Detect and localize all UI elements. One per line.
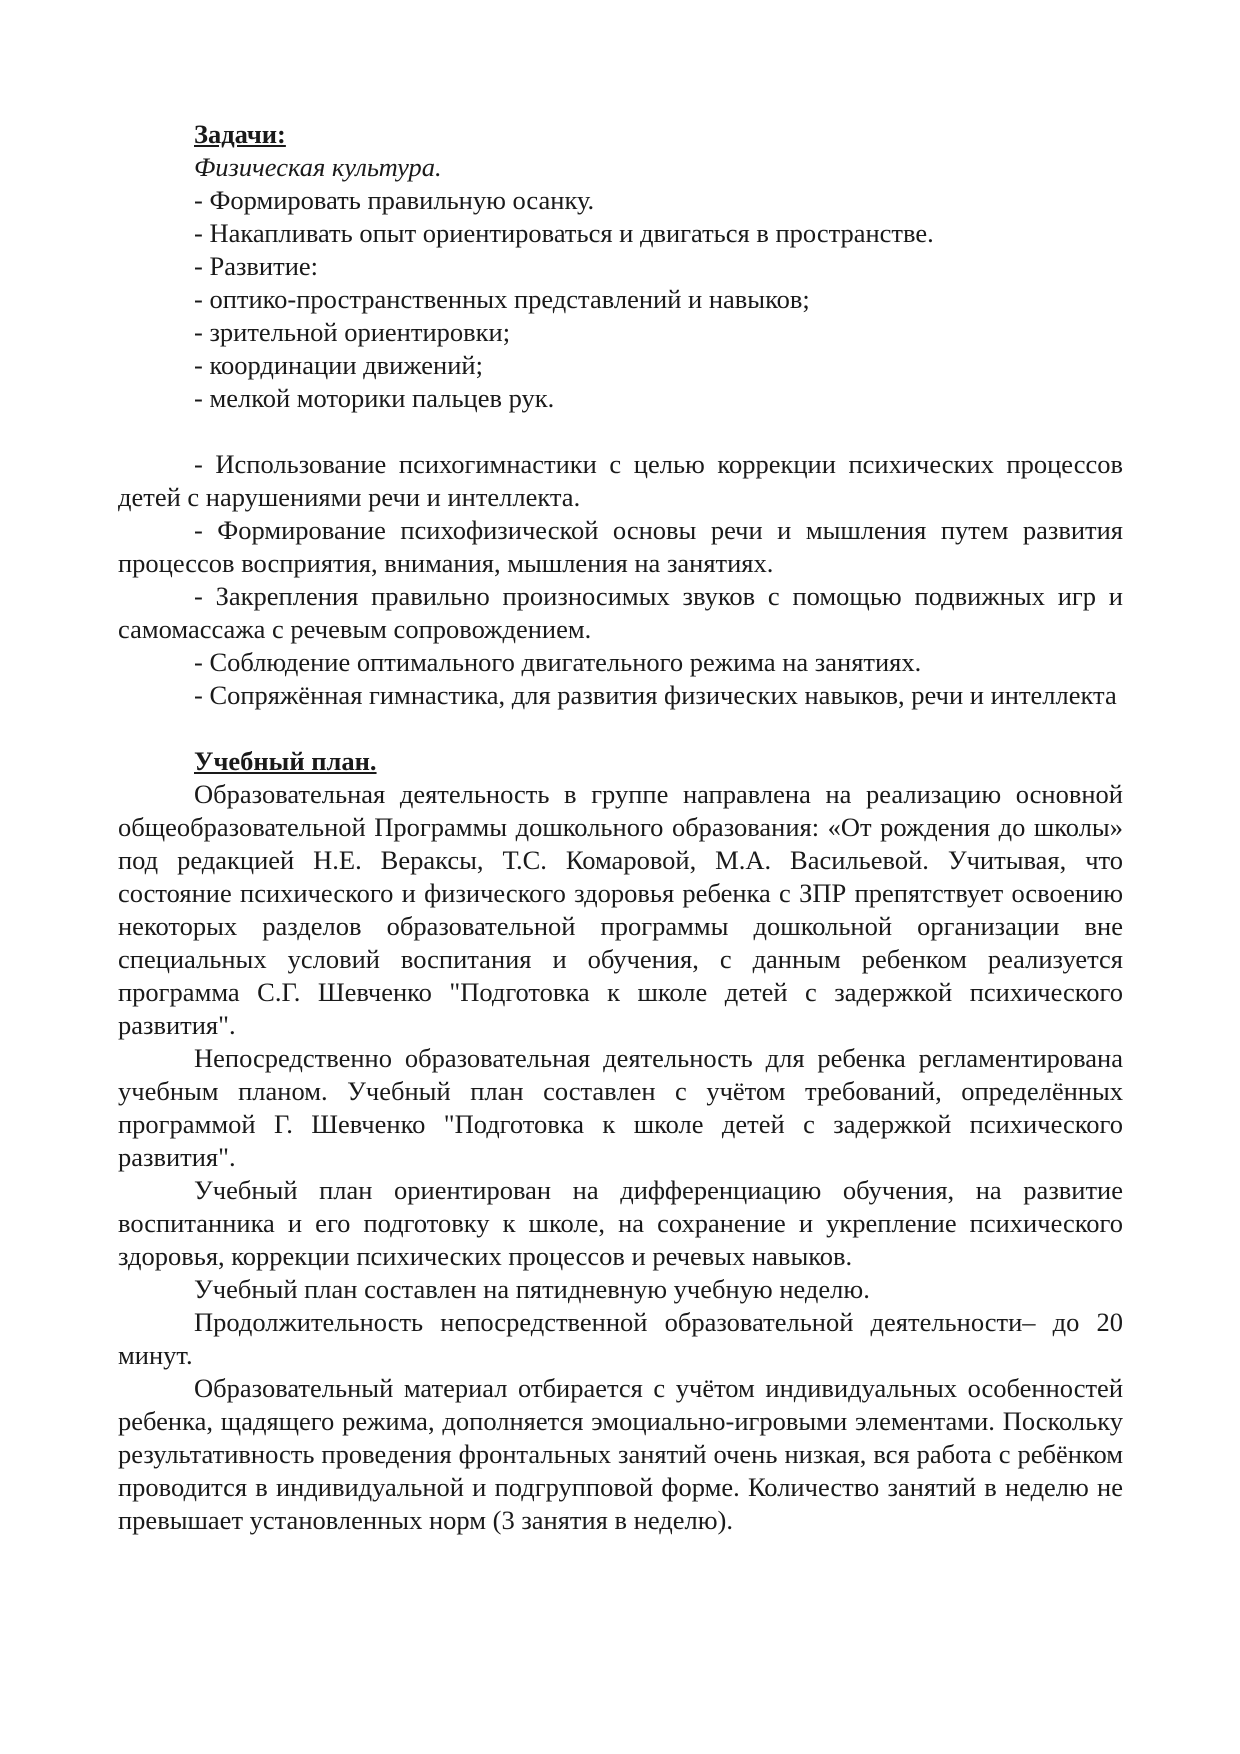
task-list-item: - координации движений; — [194, 350, 483, 380]
blank-line — [118, 415, 1123, 448]
task-list-item: - зрительной ориентировки; — [194, 317, 511, 347]
task-paragraph: - Сопряжённая гимнастика, для развития физических навыков, речи и интеллекта — [194, 680, 1117, 710]
study-plan-heading: Учебный план. — [194, 746, 377, 776]
task-list-item: - мелкой моторики пальцев рук. — [194, 383, 555, 413]
task-list-item: - оптико-пространственных представлений и навыков; — [194, 284, 810, 314]
physical-culture-subheading: Физическая культура. — [194, 152, 442, 182]
plan-paragraph: Образовательная деятельность в группе направлена на реализацию основной общеобразовательной Программы дошкольного образования: «От рождения до школы» под редакцией Н.Е. Вераксы, Т.С. Комаровой, М.А. Васильевой. Учитывая, что состояние психического и физического здоровья ребенка с ЗПР препятствует освоению некоторых разделов образовательной программы дошкольной организации вне специальных условий воспитания и обучения, с данным ребенком реализуется программа С.Г. Шевченко "Подготовка к школе детей с задержкой психического развития". — [118, 779, 1123, 1040]
task-paragraph: - Соблюдение оптимального двигательного режима на занятиях. — [194, 647, 922, 677]
task-list-item: - Развитие: — [194, 251, 318, 281]
plan-paragraph: Непосредственно образовательная деятельность для ребенка регламентирована учебным планом. Учебный план составлен с учётом требований, определённых программой Г. Шевченко "Подготовка к школе детей с задержкой психического развития". — [118, 1043, 1123, 1172]
task-paragraph: - Использование психогимнастики с целью коррекции психических процессов детей с нарушениями речи и интеллекта. — [118, 449, 1123, 512]
plan-paragraph: Продолжительность непосредственной образовательной деятельности– до 20 минут. — [118, 1307, 1123, 1370]
plan-paragraph: Учебный план составлен на пятидневную учебную неделю. — [194, 1274, 870, 1304]
task-list-item: - Формировать правильную осанку. — [194, 185, 595, 215]
task-list-item: - Накапливать опыт ориентироваться и двигаться в пространстве. — [194, 218, 934, 248]
tasks-heading: Задачи: — [194, 119, 286, 149]
blank-line — [118, 712, 1123, 745]
page-content — [118, 118, 1123, 1537]
plan-paragraph: Образовательный материал отбирается с учётом индивидуальных особенностей ребенка, щадящего режима, дополняется эмоциально-игровыми элементами. Поскольку результативность проведения фронтальных занятий очень низкая, вся работа с ребёнком проводится в индивидуальной и подгрупповой форме. Количество занятий в неделю не превышает установленных норм (3 занятия в неделю). — [118, 1373, 1123, 1535]
task-paragraph: - Закрепления правильно произносимых звуков с помощью подвижных игр и самомассажа с речевым сопровождением. — [118, 581, 1123, 644]
task-paragraph: - Формирование психофизической основы речи и мышления путем развития процессов восприятия, внимания, мышления на занятиях. — [118, 515, 1123, 578]
plan-paragraph: Учебный план ориентирован на дифференциацию обучения, на развитие воспитанника и его подготовку к школе, на сохранение и укрепление психического здоровья, коррекции психических процессов и речевых навыков. — [118, 1175, 1123, 1271]
